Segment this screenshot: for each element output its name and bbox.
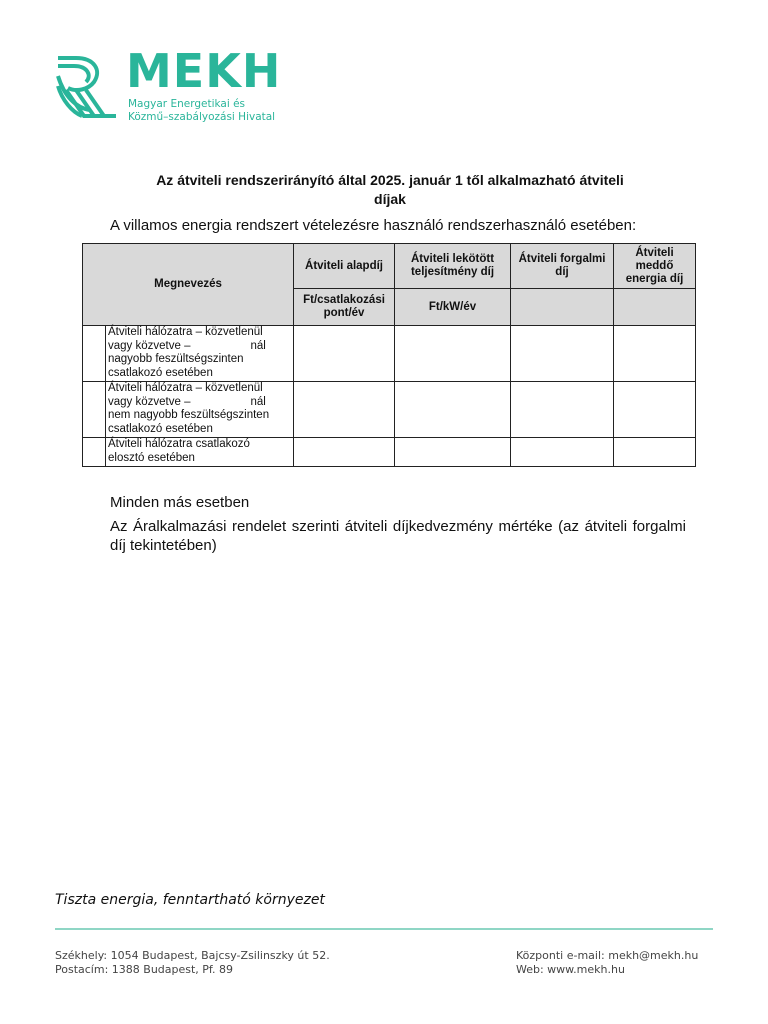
value-cell [614,382,696,438]
value-cell [511,382,614,438]
row-text-part: vagy közvetve – [108,395,191,408]
value-cell [614,438,696,467]
unit-meddo [614,289,696,326]
footer-web: Web: www.mekh.hu [516,963,625,976]
header-alapdij: Átviteli alapdíj [294,244,395,289]
logo-subtitle [128,98,275,124]
fee-table [82,243,696,467]
footer-contact [516,949,698,977]
row-text-line: elosztó esetében [108,451,195,464]
value-cell [395,326,511,382]
discount-text: Az Áralkalmazási rendelet szerinti átviteli díjkedvezmény mértéke (az átviteli forgalmi díj tekintetében) [110,518,686,554]
row-text-line: nem nagyobb feszültségszinten [108,409,270,421]
row-text-line: Átviteli hálózatra – közvetlenül [108,382,263,394]
table-row [83,382,696,438]
row-description [106,326,294,382]
row-description [106,438,294,467]
table-header-row [83,244,696,289]
mekh-logo-icon [54,52,120,122]
logo-brand-text: MEKH [126,44,282,98]
row-text-line: csatlakozó esetében [108,422,213,435]
row-text-line: Átviteli hálózatra – közvetlenül [108,326,263,338]
value-cell [511,438,614,467]
mekh-logo [54,44,304,124]
footer-email: Központi e-mail: mekh@mekh.hu [516,949,699,962]
row-text-part: vagy közvetve – [108,339,191,352]
value-cell [511,326,614,382]
footer-hq: Székhely: 1054 Budapest, Bajcsy-Zsilinszky út 52. [55,949,330,962]
row-index-cell [83,438,106,467]
logo-subtitle-line2: Közmű–szabályozási Hivatal [128,111,276,123]
unit-alapdij: Ft/csatlakozási pont/év [294,289,395,326]
value-cell [395,438,511,467]
row-description [106,382,294,438]
footer-address [55,949,330,977]
header-meddo-energia-dij: Átviteli meddő energia díj [614,244,696,289]
header-lekotott-teljesitmeny-dij: Átviteli lekötött teljesítmény díj [395,244,511,289]
document-title [110,171,670,209]
value-cell [294,438,395,467]
row-text-part: nál [250,395,266,408]
value-cell [294,326,395,382]
footer-divider [55,928,713,930]
table-row [83,326,696,382]
row-text-line: Átviteli hálózatra csatlakozó [108,438,250,450]
value-cell [395,382,511,438]
value-cell [614,326,696,382]
footer-postal: Postacím: 1388 Budapest, Pf. 89 [55,963,233,976]
other-cases-text: Minden más esetben [110,494,250,511]
row-index-cell [83,326,106,382]
row-index-cell [83,382,106,438]
header-megnevezes: Megnevezés [83,244,294,326]
header-forgalmi-dij: Átviteli forgalmi díj [511,244,614,289]
row-text-line [108,340,291,354]
row-text-line: nagyobb feszültségszinten [108,353,244,365]
value-cell [294,382,395,438]
row-text-line: csatlakozó esetében [108,366,213,379]
row-text-line [108,396,291,410]
unit-lekotott: Ft/kW/év [395,289,511,326]
footer-slogan: Tiszta energia, fenntartható környezet [55,892,325,908]
intro-text: A villamos energia rendszert vételezésre használó rendszerhasználó esetében: [110,217,637,234]
logo-subtitle-line1: Magyar Energetikai és [128,98,246,110]
table-row [83,438,696,467]
title-line-1: Az átviteli rendszerirányító által 2025. január 1 től alkalmazható átviteli [156,172,624,188]
unit-forgalmi [511,289,614,326]
title-line-2: díjak [374,191,406,207]
row-text-part: nál [250,339,266,352]
